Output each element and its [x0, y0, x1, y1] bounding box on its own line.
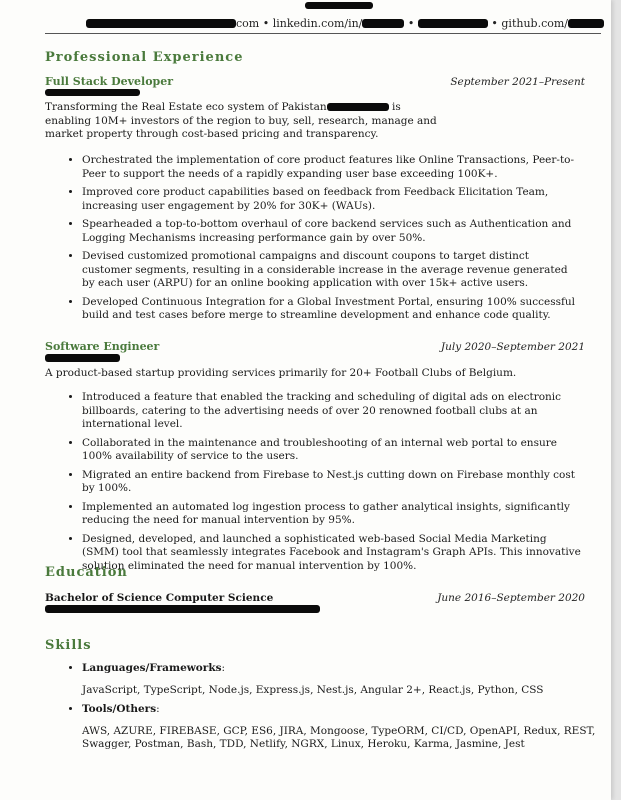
list-item: • Introduced a feature that enabled the tracking and scheduling of digital ads on electronic billboards, catering to the advertising needs of over 20 renowned football clubs at an international level. [82, 391, 582, 432]
skill-category-colon: : [221, 662, 226, 674]
github-link[interactable]: github.com/ [501, 16, 568, 30]
job-bullets [44, 154, 582, 328]
list-item: • Orchestrated the implementation of core product features like Online Transactions, Peer-to-Peer to support the needs of a rapidly expanding user base exceeding 100K+. [82, 154, 582, 181]
list-item: • Migrated an entire backend from Firebase to Nest.js cutting down on Firebase monthly cost by 100%. [82, 469, 582, 496]
skill-group [82, 662, 602, 697]
education-dates: June 2016–September 2020 [437, 592, 585, 604]
list-item: • Improved core product capabilities based on feedback from Feedback Elicitation Team, increasing user engagement by 20% for 30K+ (WAUs). [82, 186, 582, 213]
skill-category-colon: : [156, 703, 160, 715]
job-title: Full Stack Developer [45, 75, 174, 88]
skill-category: Tools/Others [82, 703, 157, 715]
redacted-university [45, 605, 320, 613]
separator: • [491, 16, 498, 30]
skill-category: Languages/Frameworks [82, 662, 222, 674]
list-item: • Devised customized promotional campaigns and discount coupons to target distinct customer segments, resulting in a considerable increase in the average revenue generated by each user (ARPU) for an online booking application with over 15k+ active users. [82, 250, 582, 291]
redacted-github [568, 19, 604, 28]
job-dates: July 2020–September 2021 [440, 341, 585, 353]
skills-list [44, 662, 602, 758]
list-item: • Spearheaded a top-to-bottom overhaul of core backend services such as Authentication and Logging Mechanisms increasing performance gain by over 50%. [82, 218, 582, 245]
experience-heading: Professional Experience [45, 50, 244, 65]
list-item: • Implemented an automated log ingestion process to gather analytical insights, significantly reducing the need for manual intervention by 95%. [82, 501, 582, 528]
redacted-company [45, 354, 120, 362]
separator: • [407, 16, 415, 30]
job-dates: September 2021–Present [450, 76, 585, 88]
job-summary-text: is enabling 10M+ investors of the region to buy, sell, research, manage and market property through cost-based pricing and transparency. [45, 101, 437, 140]
skill-values: JavaScript, TypeScript, Node.js, Express.js, Nest.js, Angular 2+, React.js, Python, CSS [82, 683, 544, 696]
list-item: • Collaborated in the maintenance and troubleshooting of an internal web portal to ensure 100% availability of service to the users. [82, 437, 582, 464]
list-item: • Designed, developed, and launched a sophisticated web-based Social Media Marketing (SMM) tool that seamlessly integrates Facebook and Instagram's Graph APIs. This innovative solution eliminated the need for manual intervention by 100%. [82, 533, 582, 574]
job-summary: A product-based startup providing services primarily for 20+ Football Clubs of Belgium. [45, 367, 517, 379]
redacted-email [86, 19, 236, 28]
linkedin-link[interactable]: linkedin.com/in/ [272, 16, 363, 30]
redacted-linkedin [362, 19, 404, 28]
header-divider [45, 33, 601, 34]
degree-title: Bachelor of Science Computer Science [45, 592, 274, 604]
job-summary [45, 101, 445, 142]
skill-values: AWS, AZURE, FIREBASE, GCP, ES6, JIRA, Mongoose, TypeORM, CI/CD, OpenAPI, Redux, REST, Swagger, Postman, Bash, TDD, Netlify, NGRX, Linux, Heroku, Karma, Jasmine, Jest [82, 724, 596, 750]
redacted-company [45, 89, 140, 96]
skill-group [82, 703, 602, 752]
list-item: • Developed Continuous Integration for a Global Investment Portal, ensuring 100% successful build and test cases before merge to streamline development and enhance code quality. [82, 296, 582, 323]
education-heading: Education [45, 565, 128, 580]
contact-line [86, 16, 606, 30]
redacted-header-mark [305, 2, 373, 9]
job-bullets [44, 391, 582, 578]
job-summary-text: Transforming the Real Estate eco system of Pakistan [45, 101, 327, 113]
skills-heading: Skills [45, 638, 92, 653]
redacted-phone [418, 19, 488, 28]
job-title: Software Engineer [45, 340, 160, 353]
redacted-company-name [327, 103, 389, 111]
email-suffix: com [236, 16, 260, 30]
separator: • [262, 16, 270, 30]
